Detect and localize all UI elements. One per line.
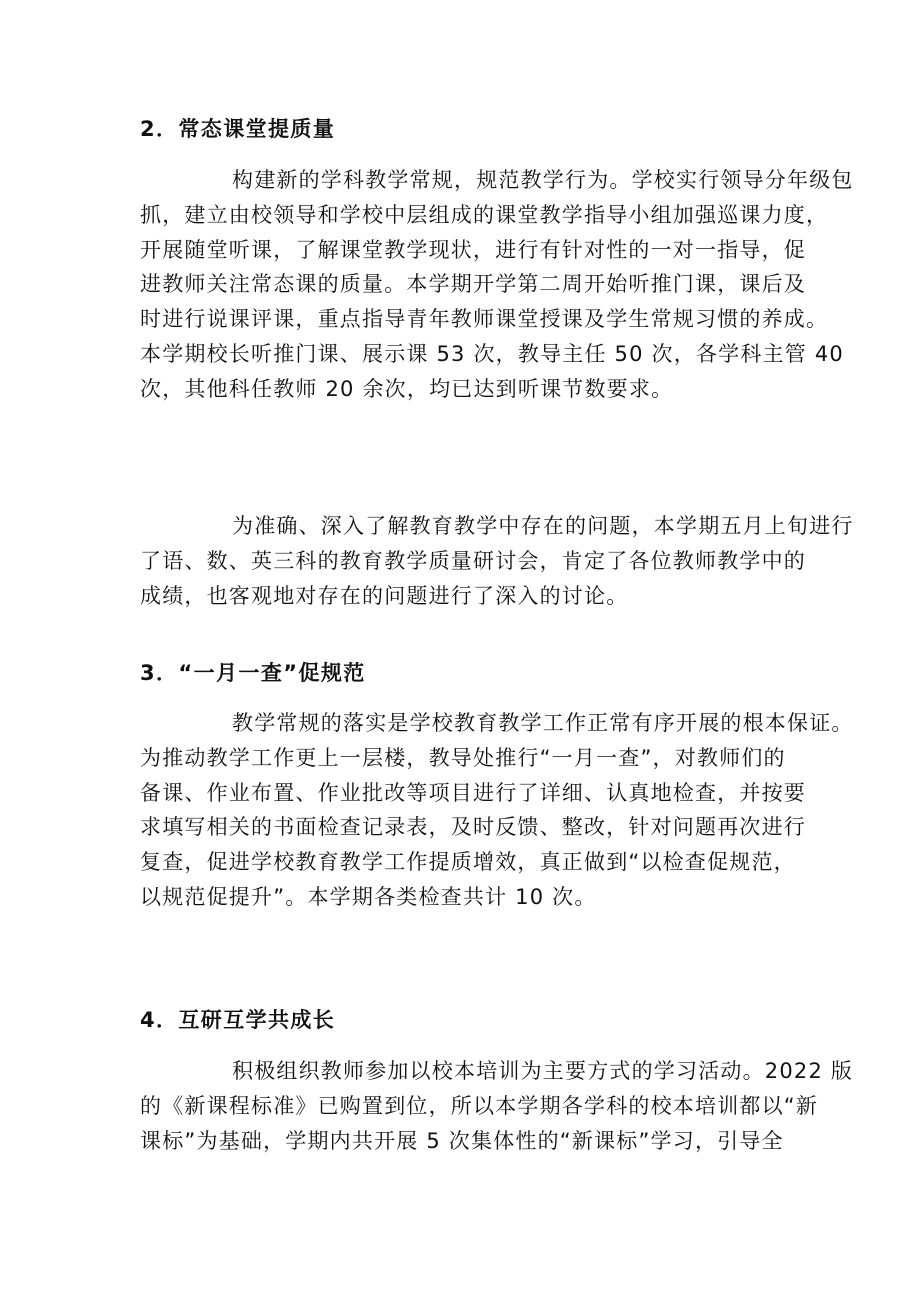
text-line: 次，其他科任教师 20 余次，均已达到听课节数要求。	[140, 376, 674, 401]
text-line: 为推动教学工作更上一层楼，教导处推行“一月一查”，对教师们的	[140, 745, 786, 770]
text-line: 以规范促提升”。本学期各类检查共计 10 次。	[140, 884, 597, 909]
text-line: 本学期校长听推门课、展示课 53 次，教导主任 50 次，各学科主管 40	[140, 341, 844, 366]
text-line: 构建新的学科教学常规，规范教学行为。学校实行领导分年级包	[232, 168, 854, 192]
text-line: 复查，促进学校教育教学工作提质增效，真正做到“以检查促规范，	[140, 850, 796, 875]
text-line: 的《新课程标准》已购置到位，所以本学期各学科的校本培训都以“新	[140, 1093, 819, 1118]
text-line: 进教师关注常态课的质量。本学期开学第二周开始听推门课，课后及	[140, 272, 806, 297]
text-line: 为准确、深入了解教育教学中存在的问题，本学期五月上旬进行	[232, 514, 854, 538]
section-heading-3: 3．“一月一查”促规范	[140, 661, 366, 685]
text-line: 抓，建立由校领导和学校中层组成的课堂教学指导小组加强巡课力度，	[140, 202, 829, 227]
text-line: 成绩，也客观地对存在的问题进行了深入的讨论。	[140, 583, 629, 608]
text-line: 了语、数、英三科的教育教学质量研讨会，肯定了各位教师教学中的	[140, 548, 806, 573]
paragraph-quality-seminar	[140, 509, 854, 613]
text-line: 时进行说课评课，重点指导青年教师课堂授课及学生常规习惯的养成。	[140, 307, 829, 332]
paragraph-mutual-learning	[140, 1054, 854, 1158]
paragraph-classroom-quality	[140, 163, 854, 407]
paragraph-monthly-check	[140, 706, 854, 915]
text-line: 教学常规的落实是学校教育教学工作正常有序开展的根本保证。	[232, 711, 854, 735]
section-heading-4: 4．互研互学共成长	[140, 1008, 336, 1032]
section-heading-2: 2．常态课堂提质量	[140, 117, 336, 141]
text-line: 求填写相关的书面检查记录表，及时反馈、整改，针对问题再次进行	[140, 815, 806, 840]
text-line: 积极组织教师参加以校本培训为主要方式的学习活动。2022 版	[232, 1059, 854, 1083]
text-line: 开展随堂听课，了解课堂教学现状，进行有针对性的一对一指导，促	[140, 237, 806, 262]
text-line: 备课、作业布置、作业批改等项目进行了详细、认真地检查，并按要	[140, 780, 806, 805]
text-line: 课标”为基础，学期内共开展 5 次集体性的“新课标”学习，引导全	[140, 1128, 784, 1153]
